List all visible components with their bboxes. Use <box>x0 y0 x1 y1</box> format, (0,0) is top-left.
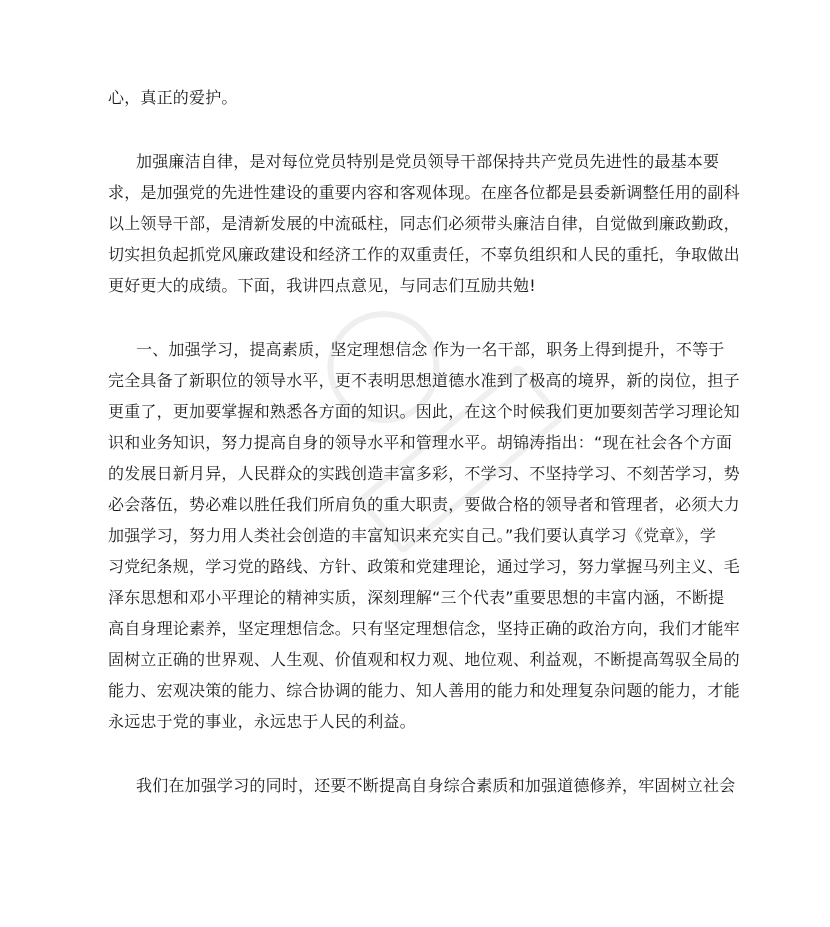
text-line: 更好更大的成绩。下面，我讲四点意见，与同志们互励共勉! <box>108 276 536 295</box>
text-line: 识和业务知识，努力提高自身的领导水平和管理水平。胡锦涛指出：“现在社会各个方面 <box>108 433 733 452</box>
text-line: 必会落伍，势必难以胜任我们所肩负的重大职责，要做合格的领导者和管理者，必须大力 <box>108 495 740 514</box>
text-line: 求，是加强党的先进性建设的重要内容和客观体现。在座各位都是县委新调整任用的副科 <box>108 183 740 202</box>
paragraph-start-line: 我们在加强学习的同时，还要不断提高自身综合素质和加强道德修养，牢固树立社会 <box>136 776 736 795</box>
text-line: 更重了，更加要掌握和熟悉各方面的知识。因此，在这个时候我们更加要刻苦学习理论知 <box>108 402 740 421</box>
text-line: 心，真正的爱护。 <box>108 88 238 107</box>
text-line: 习党纪条规，学习党的路线、方针、政策和党建理论，通过学习，努力掌握马列主义、毛 <box>108 557 740 576</box>
text-line: 加强学习，努力用人类社会创造的丰富知识来充实自己。”我们要认真学习《党章》，学 <box>108 526 717 545</box>
text-line: 泽东思想和邓小平理论的精神实质，深刻理解“三个代表”重要思想的丰富内涵，不断提 <box>108 588 725 607</box>
text-line: 切实担负起抓党风廉政建设和经济工作的双重责任，不辜负组织和人民的重托，争取做出 <box>108 245 740 264</box>
section-heading-line: 一、加强学习，提高素质，坚定理想信念 作为一名干部，职务上得到提升，不等于 <box>136 340 725 359</box>
text-line: 能力、宏观决策的能力、综合协调的能力、知人善用的能力和处理复杂问题的能力，才能 <box>108 681 740 700</box>
text-line: 永远忠于党的事业，永远忠于人民的利益。 <box>108 712 416 731</box>
text-line: 高自身理论素养，坚定理想信念。只有坚定理想信念，坚持正确的政治方向，我们才能牢 <box>108 619 740 638</box>
text-line: 固树立正确的世界观、人生观、价值观和权力观、地位观、利益观，不断提高驾驭全局的 <box>108 650 740 669</box>
paragraph-start-line: 加强廉洁自律，是对每位党员特别是党员领导干部保持共产党员先进性的最基本要 <box>136 152 720 171</box>
text-line: 完全具备了新职位的领导水平，更不表明思想道德水准到了极高的境界，新的岗位，担子 <box>108 371 740 390</box>
text-line: 的发展日新月异，人民群众的实践创造丰富多彩，不学习、不坚持学习、不刻苦学习，势 <box>108 464 740 483</box>
text-line: 以上领导干部，是清新发展的中流砥柱，同志们必须带头廉洁自律，自觉做到廉政勤政， <box>108 214 740 233</box>
